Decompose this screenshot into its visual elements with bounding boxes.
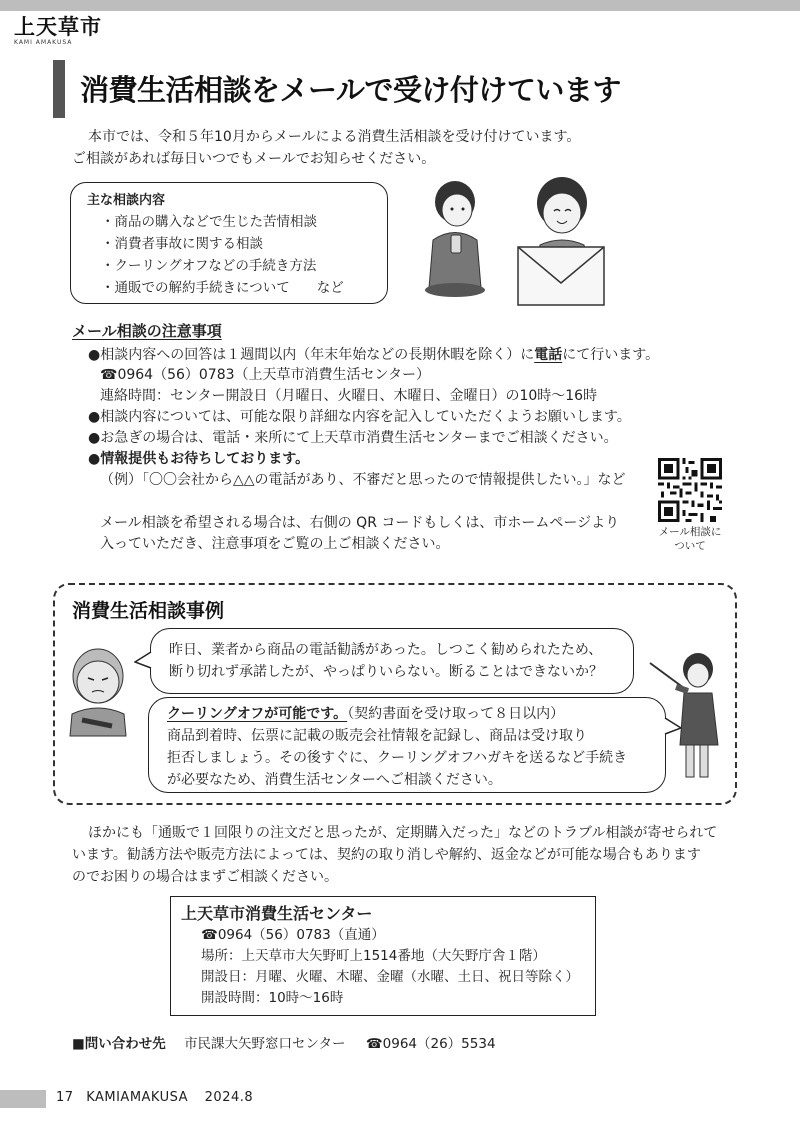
footer-bar (0, 1090, 46, 1108)
note-answer-prefix: ●相談内容への回答は１週間以内（年末年始などの長期休暇を除く）に (88, 347, 535, 363)
note-tel: ☎0964（56）0783（上天草市消費生活センター） (100, 367, 430, 383)
question-bubble-tail (134, 650, 152, 670)
woman-phone-illustration (415, 180, 495, 300)
page-number: 17 (56, 1090, 74, 1105)
note-guide-2: 入っていただき、注意事項をご覧の上ご相談ください。 (100, 536, 450, 552)
case-study-title: 消費生活相談事例 (72, 600, 225, 622)
inquiry-line (72, 1032, 496, 1052)
answer-line-2: 拒否しましょう。その後すぐに、クーリングオフハガキを送るなど手続き (167, 750, 628, 766)
elderly-man-illustration (64, 640, 136, 740)
closing-line-3: のでお困りの場合はまずご相談ください。 (72, 869, 338, 885)
note-info: ●情報提供もお待ちしております。 (88, 451, 310, 467)
center-title: 上天草市消費生活センター (181, 904, 373, 923)
question-line-1: 昨日、業者から商品の電話勧誘があった。しつこく勧められたため、 (169, 642, 603, 658)
note-guide-1: メール相談を希望される場合は、右側の QR コードもしくは、市ホームページより (100, 515, 620, 531)
question-line-2: 断り切れず承諾したが、やっぱりいらない。断ることはできないか？ (169, 664, 603, 680)
note-hours: 連絡時間：センター開設日（月曜日、火曜日、木曜日、金曜日）の10時～16時 (100, 388, 598, 404)
logo-text: 上天草市 (14, 15, 102, 39)
note-answer-phone-emph: 電話 (534, 347, 563, 363)
answer-note: （契約書面を受け取って８日以内） (347, 706, 565, 722)
inquiry-label: ■問い合わせ先 (72, 1036, 166, 1052)
main-topics-heading: 主な相談内容 (87, 193, 166, 208)
note-example: （例）「〇〇会社から△△の電話があり、不審だと思ったので情報提供したい。」など (100, 472, 626, 488)
qr-caption-line-2: ついて (674, 540, 706, 552)
note-detail: ●相談内容については、可能な限り詳細な内容を記入していただくようお願いします。 (88, 409, 631, 425)
notes-heading: メール相談の注意事項 (72, 322, 222, 340)
center-tel: ☎0964（56）0783（直通） (201, 927, 385, 943)
center-place: 場所：上天草市大矢野町上1514番地（大矢野庁舎１階） (201, 948, 546, 964)
closing-line-2: います。勧誘方法や販売方法によっては、契約の取り消しや解約、返金などが可能な場合もあります (72, 847, 701, 863)
topic-item: ・商品の購入などで生じた苦情相談 (101, 214, 317, 230)
page-title: 消費生活相談をメールで受け付けています (80, 73, 621, 107)
logo-subtext: KAMI AMAKUSA (14, 39, 73, 46)
qr-caption-line-1: メール相談に (658, 526, 722, 538)
presenter-woman-illustration (640, 645, 730, 785)
inquiry-tel: ☎0964（26）5534 (365, 1036, 496, 1052)
intro-line-2: ご相談があれば毎日いつでもメールでお知らせください。 (72, 151, 436, 167)
closing-line-1: ほかにも「通販で１回限りの注文だと思ったが、定期購入だった」などのトラブル相談が寄せられて (88, 825, 718, 841)
topic-item: ・通販での解約手続きについて など (101, 280, 344, 296)
note-answer-suffix: にて行います。 (562, 347, 660, 363)
magazine-name: KAMIAMAKUSA (86, 1090, 189, 1105)
question-bubble (150, 628, 634, 694)
intro-line-1: 本市では、令和５年10月からメールによる消費生活相談を受け付けています。 (88, 129, 581, 145)
top-bar (0, 0, 800, 11)
answer-head-line (167, 703, 647, 725)
qr-code[interactable] (658, 458, 722, 522)
woman-envelope-illustration (510, 175, 610, 315)
logo (14, 16, 102, 46)
note-answer-line (88, 344, 659, 366)
answer-bubble (148, 697, 666, 793)
center-info-box (170, 896, 596, 1016)
page-footer (56, 1090, 253, 1105)
qr-caption (648, 525, 732, 553)
answer-line-3: が必要なため、消費生活センターへご相談ください。 (167, 772, 502, 788)
center-days: 開設日：月曜、火曜、木曜、金曜（水曜、土日、祝日等除く） (201, 969, 579, 985)
title-accent-bar (53, 60, 65, 118)
answer-emphasis: クーリングオフが可能です。 (167, 706, 348, 722)
note-urgent: ●お急ぎの場合は、電話・来所にて上天草市消費生活センターまでご相談ください。 (88, 430, 618, 446)
answer-line-1: 商品到着時、伝票に記載の販売会社情報を記録し、商品は受け取り (167, 728, 587, 744)
center-hours: 開設時間：10時～16時 (201, 990, 344, 1006)
inquiry-dept: 市民課大矢野窓口センター (184, 1036, 346, 1052)
main-topics-box (70, 182, 388, 304)
topic-item: ・クーリングオフなどの手続き方法 (101, 258, 317, 274)
topic-item: ・消費者事故に関する相談 (101, 236, 263, 252)
issue-date: 2024.8 (204, 1090, 254, 1105)
